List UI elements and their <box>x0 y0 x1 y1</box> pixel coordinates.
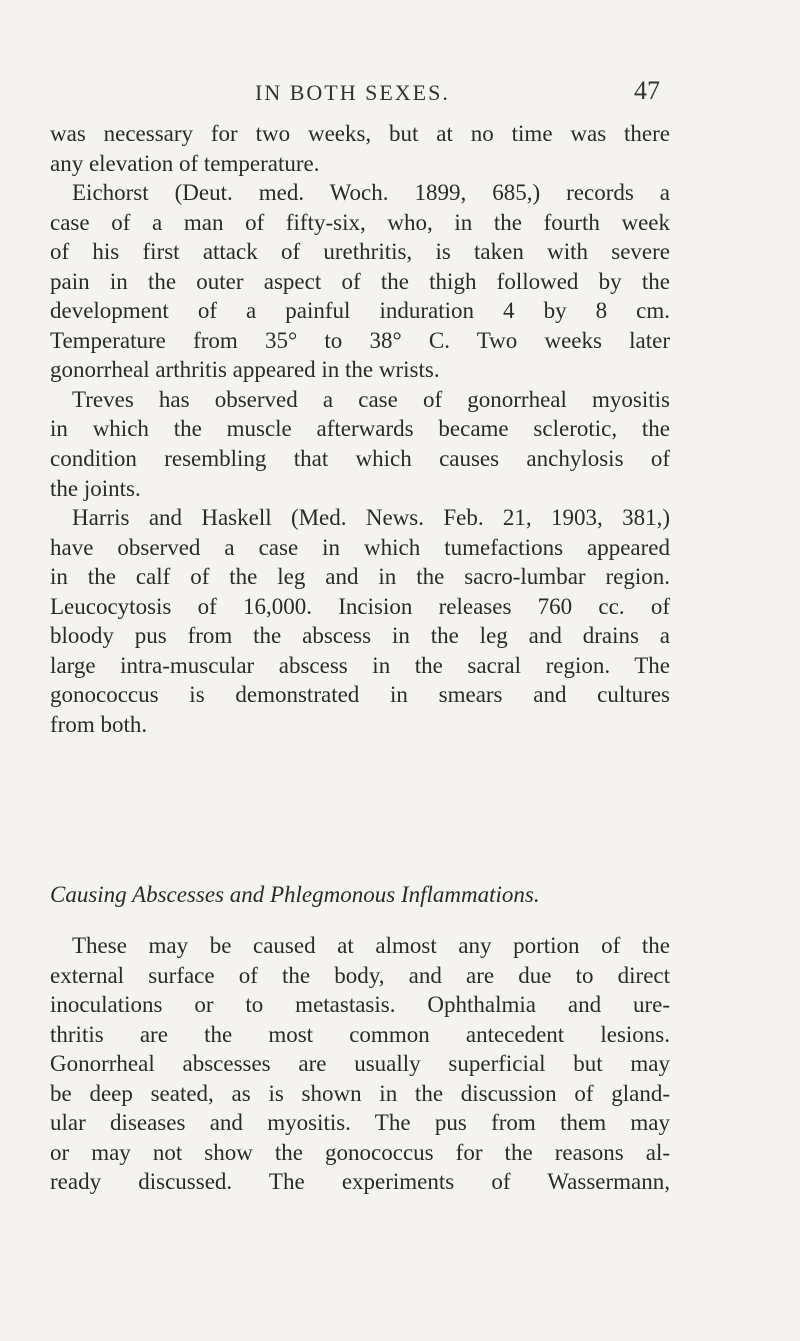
text-line: Eichorst (Deut. med. Woch. 1899, 685,) records a <box>72 180 670 206</box>
text-line: Gonorrheal abscesses are usually superficial but may <box>50 1051 670 1077</box>
text-line: the joints. <box>50 475 141 501</box>
text-line: was necessary for two weeks, but at no time was there <box>50 121 670 146</box>
body-text-lower <box>50 931 670 1197</box>
text-line: large intra-muscular abscess in the sacral region. The <box>50 652 670 678</box>
text-line: These may be caused at almost any portion of the <box>72 933 670 958</box>
text-line: any elevation of temperature. <box>50 150 320 176</box>
text-line: gonococcus is demonstrated in smears and cultures <box>50 682 670 708</box>
text-line: of his first attack of urethritis, is taken with severe <box>50 239 670 265</box>
page-number: 47 <box>634 76 660 105</box>
text-line: or may not show the gonococcus for the reasons al- <box>50 1139 670 1165</box>
text-line: be deep seated, as is shown in the discussion of gland- <box>50 1080 670 1106</box>
body-text-upper <box>50 119 670 739</box>
text-line: condition resembling that which causes anchylosis of <box>50 446 670 472</box>
text-line: case of a man of fifty-six, who, in the fourth week <box>50 209 670 235</box>
text-line: Temperature from 35° to 38° C. Two weeks later <box>50 327 670 353</box>
text-line: bloody pus from the abscess in the leg and drains a <box>50 623 670 649</box>
text-line: gonorrheal arthritis appeared in the wrists. <box>50 357 440 383</box>
text-line: Harris and Haskell (Med. News. Feb. 21, 1903, 381,) <box>72 505 670 531</box>
text-line: Treves has observed a case of gonorrheal myositis <box>72 386 670 412</box>
text-line: have observed a case in which tumefactions appeared <box>50 534 670 560</box>
text-line: in which the muscle afterwards became sclerotic, the <box>50 416 670 442</box>
text-line: pain in the outer aspect of the thigh followed by the <box>50 268 670 294</box>
section-heading: Causing Abscesses and Phlegmonous Inflammations. <box>50 882 540 907</box>
text-line: Leucocytosis of 16,000. Incision releases 760 cc. of <box>50 593 670 619</box>
text-line: ready discussed. The experiments of Wassermann, <box>50 1169 670 1195</box>
running-title: IN BOTH SEXES. <box>255 80 450 105</box>
text-line: inoculations or to metastasis. Ophthalmia and ure- <box>50 992 670 1018</box>
text-line: external surface of the body, and are due to direct <box>50 962 670 988</box>
text-line: ular diseases and myositis. The pus from them may <box>50 1110 670 1136</box>
text-line: in the calf of the leg and in the sacro-lumbar region. <box>50 564 670 590</box>
running-head <box>0 76 800 110</box>
text-line: development of a painful induration 4 by 8 cm. <box>50 298 670 324</box>
text-line: from both. <box>50 711 148 737</box>
text-line: thritis are the most common antecedent lesions. <box>50 1021 670 1047</box>
